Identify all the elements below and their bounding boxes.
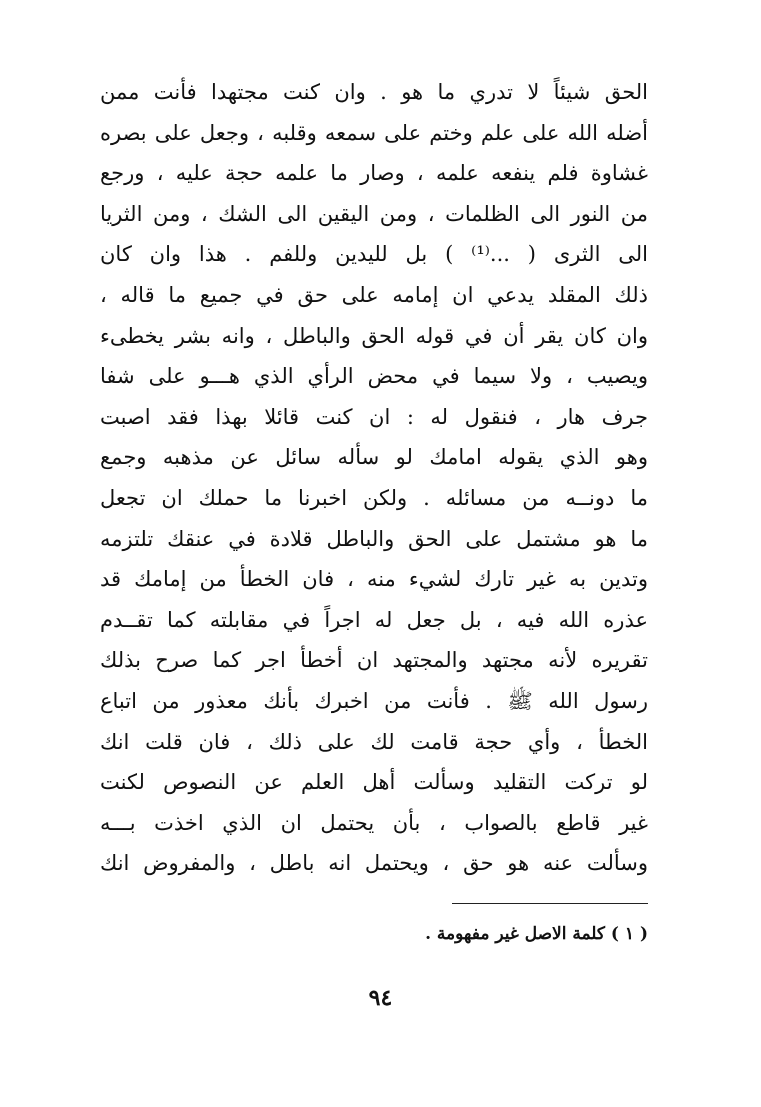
text-line: جرف هار ، فنقول له : ان كنت قائلا بهذا فقد اصبت — [100, 404, 648, 429]
text-line: رسول الله ﷺ . فأنت من اخبرك بأنك معذور من اتباع — [100, 688, 648, 713]
footnote: ( ١ ) كلمة الاصل غير مفهومة . — [425, 924, 648, 944]
text-line: لو تركت التقليد وسألت أهل العلم عن النصوص لكنت — [100, 770, 648, 795]
text-line: غشاوة فلم ينفعه علمه ، وصار ما علمه حجة عليه ، ورجع — [100, 161, 648, 186]
text-line: وتدين به غير تارك لشيء منه ، فان الخطأ من إمامك قد — [100, 567, 648, 592]
text-line: الخطأ ، وأي حجة قامت لك على ذلك ، فان قلت انك — [100, 729, 648, 754]
text-line: وهو الذي يقوله امامك لو سأله سائل عن مذهبه وجمع — [100, 445, 648, 470]
text-line: ويصيب ، ولا سيما في محض الرأي الذي هـــو على شفا — [100, 364, 648, 389]
footnote-divider — [452, 903, 648, 904]
page-number: ٩٤ — [368, 985, 393, 1011]
text-line: غير قاطع بالصواب ، بأن يحتمل ان الذي اخذت بـــه — [100, 810, 648, 835]
text-line: وسألت عنه هو حق ، ويحتمل انه باطل ، والمفروض انك — [100, 851, 648, 876]
text-line: عذره الله فيه ، بل جعل له اجراً في مقابلته كما تقــدم — [100, 607, 648, 632]
text-line: ما دونــه من مسائله . ولكن اخبرنا ما حملك ان تجعل — [100, 485, 648, 510]
text-line: تقريره لأنه مجتهد والمجتهد ان أخطأ اجر كما صرح بذلك — [100, 648, 648, 673]
text-line: أضله الله على علم وختم على سمعه وقلبه ، وجعل على بصره — [100, 120, 648, 145]
text-line: ذلك المقلد يدعي ان إمامه على حق في جميع ما قاله ، — [100, 282, 648, 307]
text-line: ما هو مشتمل على الحق والباطل قلادة في عنقك تلتزمه — [100, 526, 648, 551]
text-line: من النور الى الظلمات ، ومن اليقين الى الشك ، ومن الثريا — [100, 201, 648, 226]
text-line: وان كان يقر أن في قوله الحق والباطل ، وانه بشر يخطىء — [100, 323, 648, 348]
main-text-block — [100, 72, 648, 884]
text-line: الى الثرى ( ...⁽¹⁾ ) بل لليدين وللفم . هذا وان كان — [100, 242, 648, 267]
text-line: الحق شيئاً لا تدري ما هو . وان كنت مجتهدا فأنت ممن — [100, 80, 648, 104]
